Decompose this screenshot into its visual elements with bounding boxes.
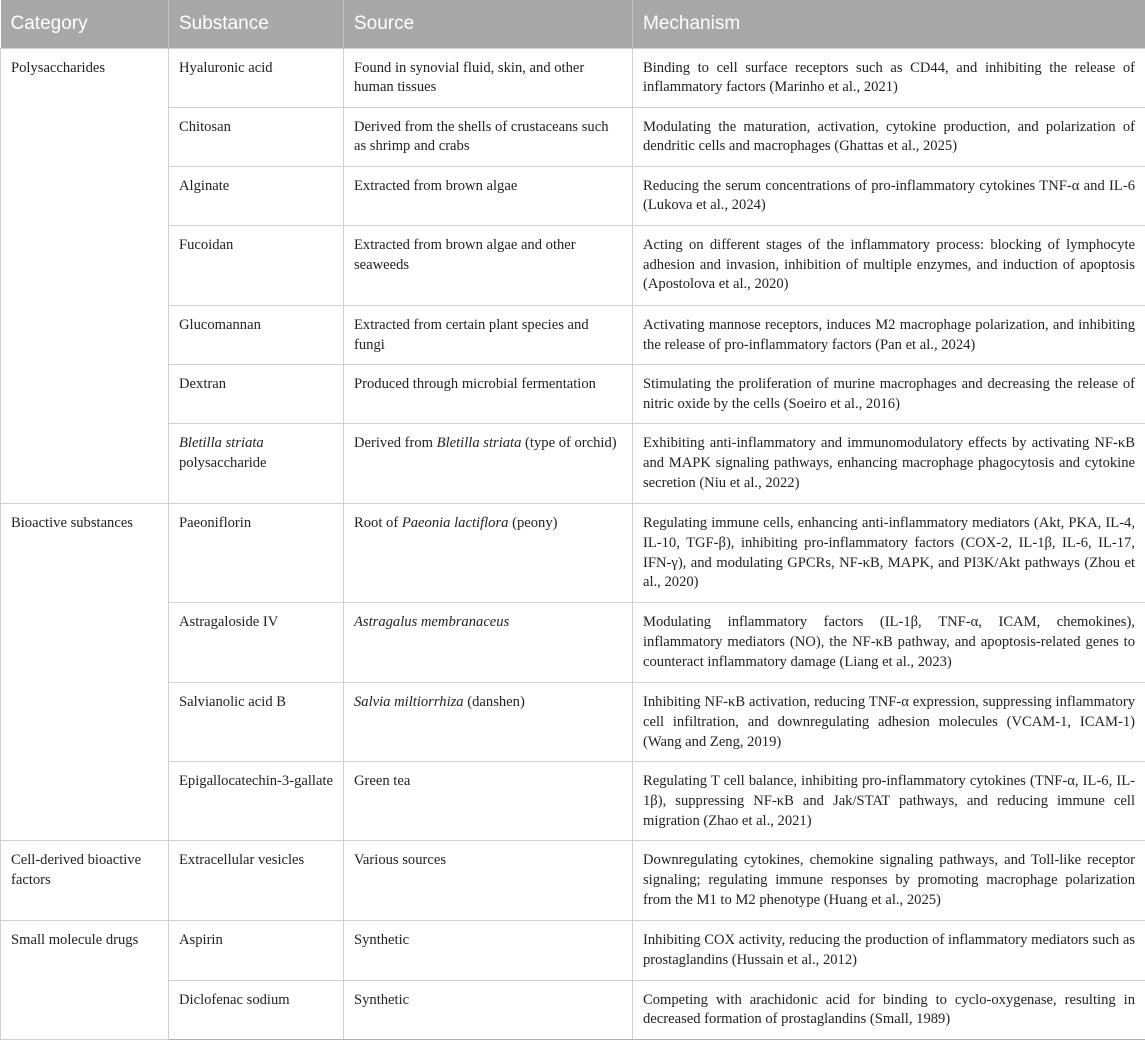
mechanism-cell: Binding to cell surface receptors such as CD44, and inhibiting the release of inflammatory factors (Marinho et al., 2021) bbox=[633, 48, 1145, 107]
mechanism-cell: Inhibiting NF-κB activation, reducing TNF-α expression, suppressing inflammatory cell infiltration, and downregulating adhesion molecules (VCAM-1, ICAM-1) (Wang and Zeng, 2019) bbox=[633, 683, 1145, 762]
mechanism-cell: Regulating immune cells, enhancing anti-inflammatory mediators (Akt, PKA, IL-4, IL-10, TGF-β), inhibiting pro-inflammatory factors (COX-2, IL-1β, IL-6, IL-17, IFN-γ), and modulating GPCRs, NF-κB, MAPK, and PI3K/Akt pathways (Zhou et al., 2020) bbox=[633, 504, 1145, 603]
header-source: Source bbox=[344, 0, 633, 48]
mechanism-cell: Modulating the maturation, activation, cytokine production, and polarization of dendritic cells and macrophages (Ghattas et al., 2025) bbox=[633, 107, 1145, 166]
source-cell: Synthetic bbox=[344, 980, 633, 1039]
header-substance: Substance bbox=[169, 0, 344, 48]
source-pre: Root of bbox=[354, 515, 402, 532]
source-cell bbox=[344, 424, 633, 504]
mechanism-cell: Downregulating cytokines, chemokine signaling pathways, and Toll-like receptor signaling; regulating immune responses by promoting macrophage polarization from the M1 to M2 phenotype (Huang et al., 2025) bbox=[633, 841, 1145, 921]
table-row bbox=[1, 306, 1145, 365]
substance-cell: Alginate bbox=[169, 166, 344, 225]
substance-cell: Paeoniflorin bbox=[169, 504, 344, 603]
source-cell: Extracted from brown algae bbox=[344, 166, 633, 225]
source-italic: Salvia miltiorrhiza bbox=[354, 694, 464, 711]
table-row bbox=[1, 48, 1145, 107]
source-cell bbox=[344, 683, 633, 762]
table-row bbox=[1, 841, 1145, 921]
table-row bbox=[1, 107, 1145, 166]
source-cell: Found in synovial fluid, skin, and other human tissues bbox=[344, 48, 633, 107]
substance-cell: Salvianolic acid B bbox=[169, 683, 344, 762]
table-row bbox=[1, 603, 1145, 683]
category-cell: Small molecule drugs bbox=[1, 921, 169, 1039]
source-cell: Synthetic bbox=[344, 921, 633, 980]
source-pre: Derived from bbox=[354, 435, 437, 452]
source-cell: Produced through microbial fermentation bbox=[344, 365, 633, 424]
source-cell: Extracted from certain plant species and fungi bbox=[344, 306, 633, 365]
table-header bbox=[1, 0, 1145, 48]
table-row bbox=[1, 226, 1145, 306]
table-row bbox=[1, 365, 1145, 424]
substance-rest: polysaccharide bbox=[179, 455, 267, 472]
substance-cell: Aspirin bbox=[169, 921, 344, 980]
substance-cell: Glucomannan bbox=[169, 306, 344, 365]
source-cell: Green tea bbox=[344, 762, 633, 841]
substance-cell bbox=[169, 424, 344, 504]
source-italic: Bletilla striata bbox=[436, 435, 522, 452]
table-row bbox=[1, 166, 1145, 225]
mechanism-cell: Competing with arachidonic acid for binding to cyclo-oxygenase, resulting in decreased formation of prostaglandins (Small, 1989) bbox=[633, 980, 1145, 1039]
substance-cell: Fucoidan bbox=[169, 226, 344, 306]
source-cell: Various sources bbox=[344, 841, 633, 921]
table-row bbox=[1, 921, 1145, 980]
substance-cell: Epigallocatechin-3-gallate bbox=[169, 762, 344, 841]
source-cell bbox=[344, 504, 633, 603]
source-italic: Paeonia lactiflora bbox=[401, 515, 509, 532]
source-post: (peony) bbox=[508, 515, 558, 532]
source-cell: Extracted from brown algae and other seaweeds bbox=[344, 226, 633, 306]
substance-cell: Hyaluronic acid bbox=[169, 48, 344, 107]
table-row bbox=[1, 762, 1145, 841]
substance-cell: Astragaloside IV bbox=[169, 603, 344, 683]
header-row bbox=[1, 0, 1145, 48]
source-cell: Derived from the shells of crustaceans such as shrimp and crabs bbox=[344, 107, 633, 166]
source-post: (type of orchid) bbox=[521, 435, 617, 452]
substance-cell: Dextran bbox=[169, 365, 344, 424]
category-cell: Bioactive substances bbox=[1, 504, 169, 841]
substance-cell: Extracellular vesicles bbox=[169, 841, 344, 921]
substance-italic: Bletilla striata bbox=[179, 435, 264, 452]
substance-cell: Chitosan bbox=[169, 107, 344, 166]
source-cell bbox=[344, 603, 633, 683]
source-italic: Astragalus membranaceus bbox=[354, 614, 510, 631]
category-cell: Cell-derived bioactive factors bbox=[1, 841, 169, 921]
table-row bbox=[1, 504, 1145, 603]
mechanism-cell: Exhibiting anti-inflammatory and immunomodulatory effects by activating NF-κB and MAPK signaling pathways, enhancing macrophage phagocytosis and cytokine secretion (Niu et al., 2022) bbox=[633, 424, 1145, 504]
mechanism-cell: Inhibiting COX activity, reducing the production of inflammatory mediators such as prostaglandins (Hussain et al., 2012) bbox=[633, 921, 1145, 980]
mechanism-cell: Activating mannose receptors, induces M2 macrophage polarization, and inhibiting the release of pro-inflammatory factors (Pan et al., 2024) bbox=[633, 306, 1145, 365]
source-post: (danshen) bbox=[463, 694, 525, 711]
mechanism-cell: Stimulating the proliferation of murine macrophages and decreasing the release of nitric oxide by the cells (Soeiro et al., 2016) bbox=[633, 365, 1145, 424]
header-mechanism: Mechanism bbox=[643, 12, 741, 34]
table-row bbox=[1, 980, 1145, 1039]
category-cell: Polysaccharides bbox=[1, 48, 169, 504]
substance-cell: Diclofenac sodium bbox=[169, 980, 344, 1039]
mechanism-cell: Reducing the serum concentrations of pro-inflammatory cytokines TNF-α and IL-6 (Lukova et al., 2024) bbox=[633, 166, 1145, 225]
mechanism-cell: Regulating T cell balance, inhibiting pro-inflammatory cytokines (TNF-α, IL-6, IL-1β), suppressing NF-κB and Jak/STAT pathways, and reducing immune cell migration (Zhao et al., 2021) bbox=[633, 762, 1145, 841]
table-row bbox=[1, 683, 1145, 762]
mechanism-cell: Acting on different stages of the inflammatory process: blocking of lymphocyte adhesion and invasion, inhibition of multiple enzymes, and induction of apoptosis (Apostolova et al., 2020) bbox=[633, 226, 1145, 306]
header-category: Category bbox=[1, 0, 169, 48]
mechanism-cell: Modulating inflammatory factors (IL-1β, TNF-α, ICAM, chemokines), inflammatory mediators (NO), the NF-κB pathway, and apoptosis-related genes to counteract inflammatory damage (Liang et al., 2023) bbox=[633, 603, 1145, 683]
table-row bbox=[1, 424, 1145, 504]
table-body bbox=[1, 48, 1145, 1039]
